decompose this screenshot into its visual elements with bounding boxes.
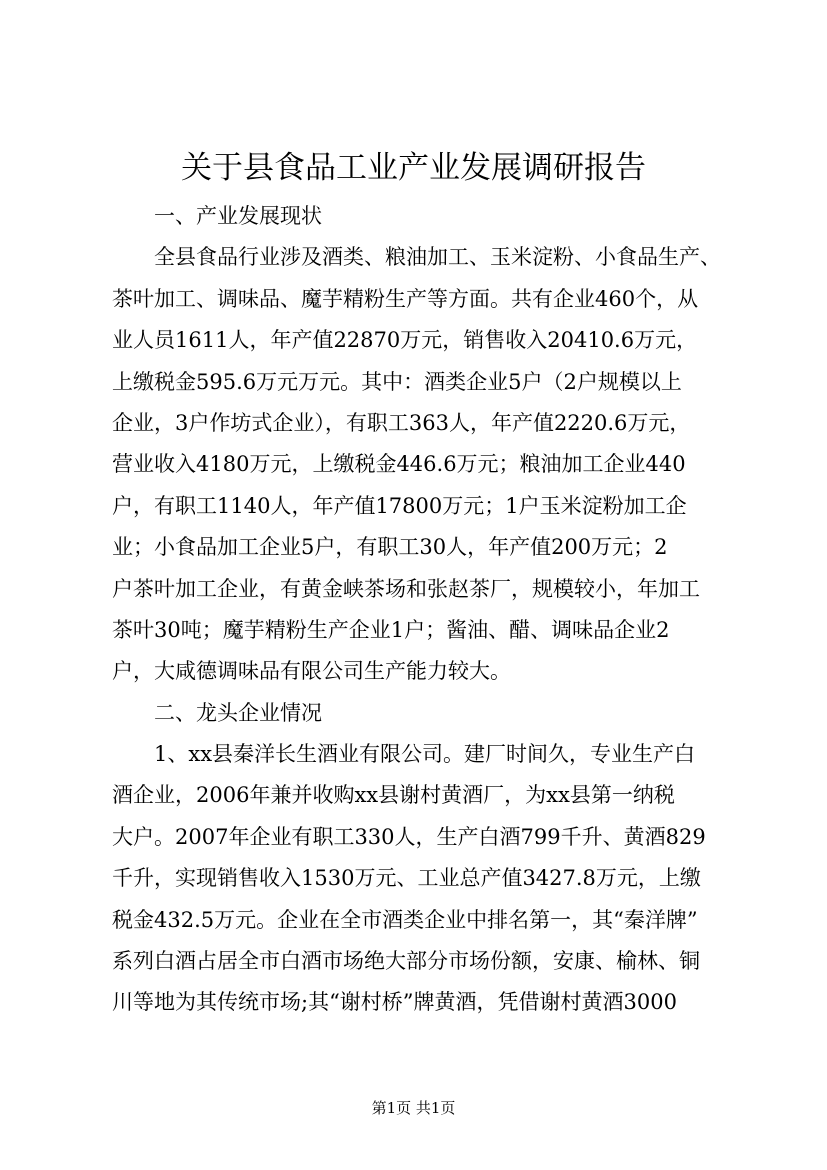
body-line: 业人员1611人，年产值22870万元，销售收入20410.6万元， [112,328,698,353]
body-line: 茶叶30吨；魔芋精粉生产企业1户；酱油、醋、调味品企业2 [112,617,670,642]
body-line: 二、龙头企业情况 [154,700,322,725]
body-line: 户茶叶加工企业，有黄金峡茶场和张赵茶厂，规模较小，年加工 [112,576,700,601]
body-line: 企业，3户作坊式企业），有职工363人，年产值2220.6万元， [112,410,691,435]
body-line: 户，有职工1140人，年产值17800万元；1户玉米淀粉加工企 [112,493,687,518]
body-line: 税金432.5万元。企业在全市酒类企业中排名第一，其“秦洋牌” [112,907,698,932]
body-line: 一、产业发展现状 [154,204,322,228]
body-line: 大户。2007年企业有职工330人，生产白酒799千升、黄酒829 [112,824,706,849]
body-line: 系列白酒占居全市白酒市场绝大部分市场份额，安康、榆林、铜 [112,949,700,974]
body-line: 千升，实现销售收入1530万元、工业总产值3427.8万元，上缴 [112,866,701,891]
body-line: 营业收入4180万元，上缴税金446.6万元；粮油加工企业440 [112,452,686,477]
body-line: 酒企业，2006年兼并收购xx县谢村黄酒厂，为xx县第一纳税 [112,783,675,808]
body-line: 全县食品行业涉及酒类、粮油加工、玉米淀粉、小食品生产、 [154,245,721,270]
document-title: 关于县食品工业产业发展调研报告 [181,150,646,186]
page-footer: 第1页 共1页 [371,1099,456,1117]
body-line: 川等地为其传统市场;其“谢村桥”牌黄酒，凭借谢村黄酒3000 [112,990,677,1015]
body-line: 户，大咸德调味品有限公司生产能力较大。 [112,659,511,684]
body-line: 业；小食品加工企业5户，有职工30人，年产值200万元；2 [112,535,668,560]
body-line: 上缴税金595.6万元万元。其中：酒类企业5户（2户规模以上 [112,369,682,394]
body-line: 茶叶加工、调味品、魔芋精粉生产等方面。共有企业460个，从 [112,286,699,311]
document-body [112,196,737,1024]
body-line: 1、xx县秦洋长生酒业有限公司。建厂时间久，专业生产白 [154,742,696,767]
